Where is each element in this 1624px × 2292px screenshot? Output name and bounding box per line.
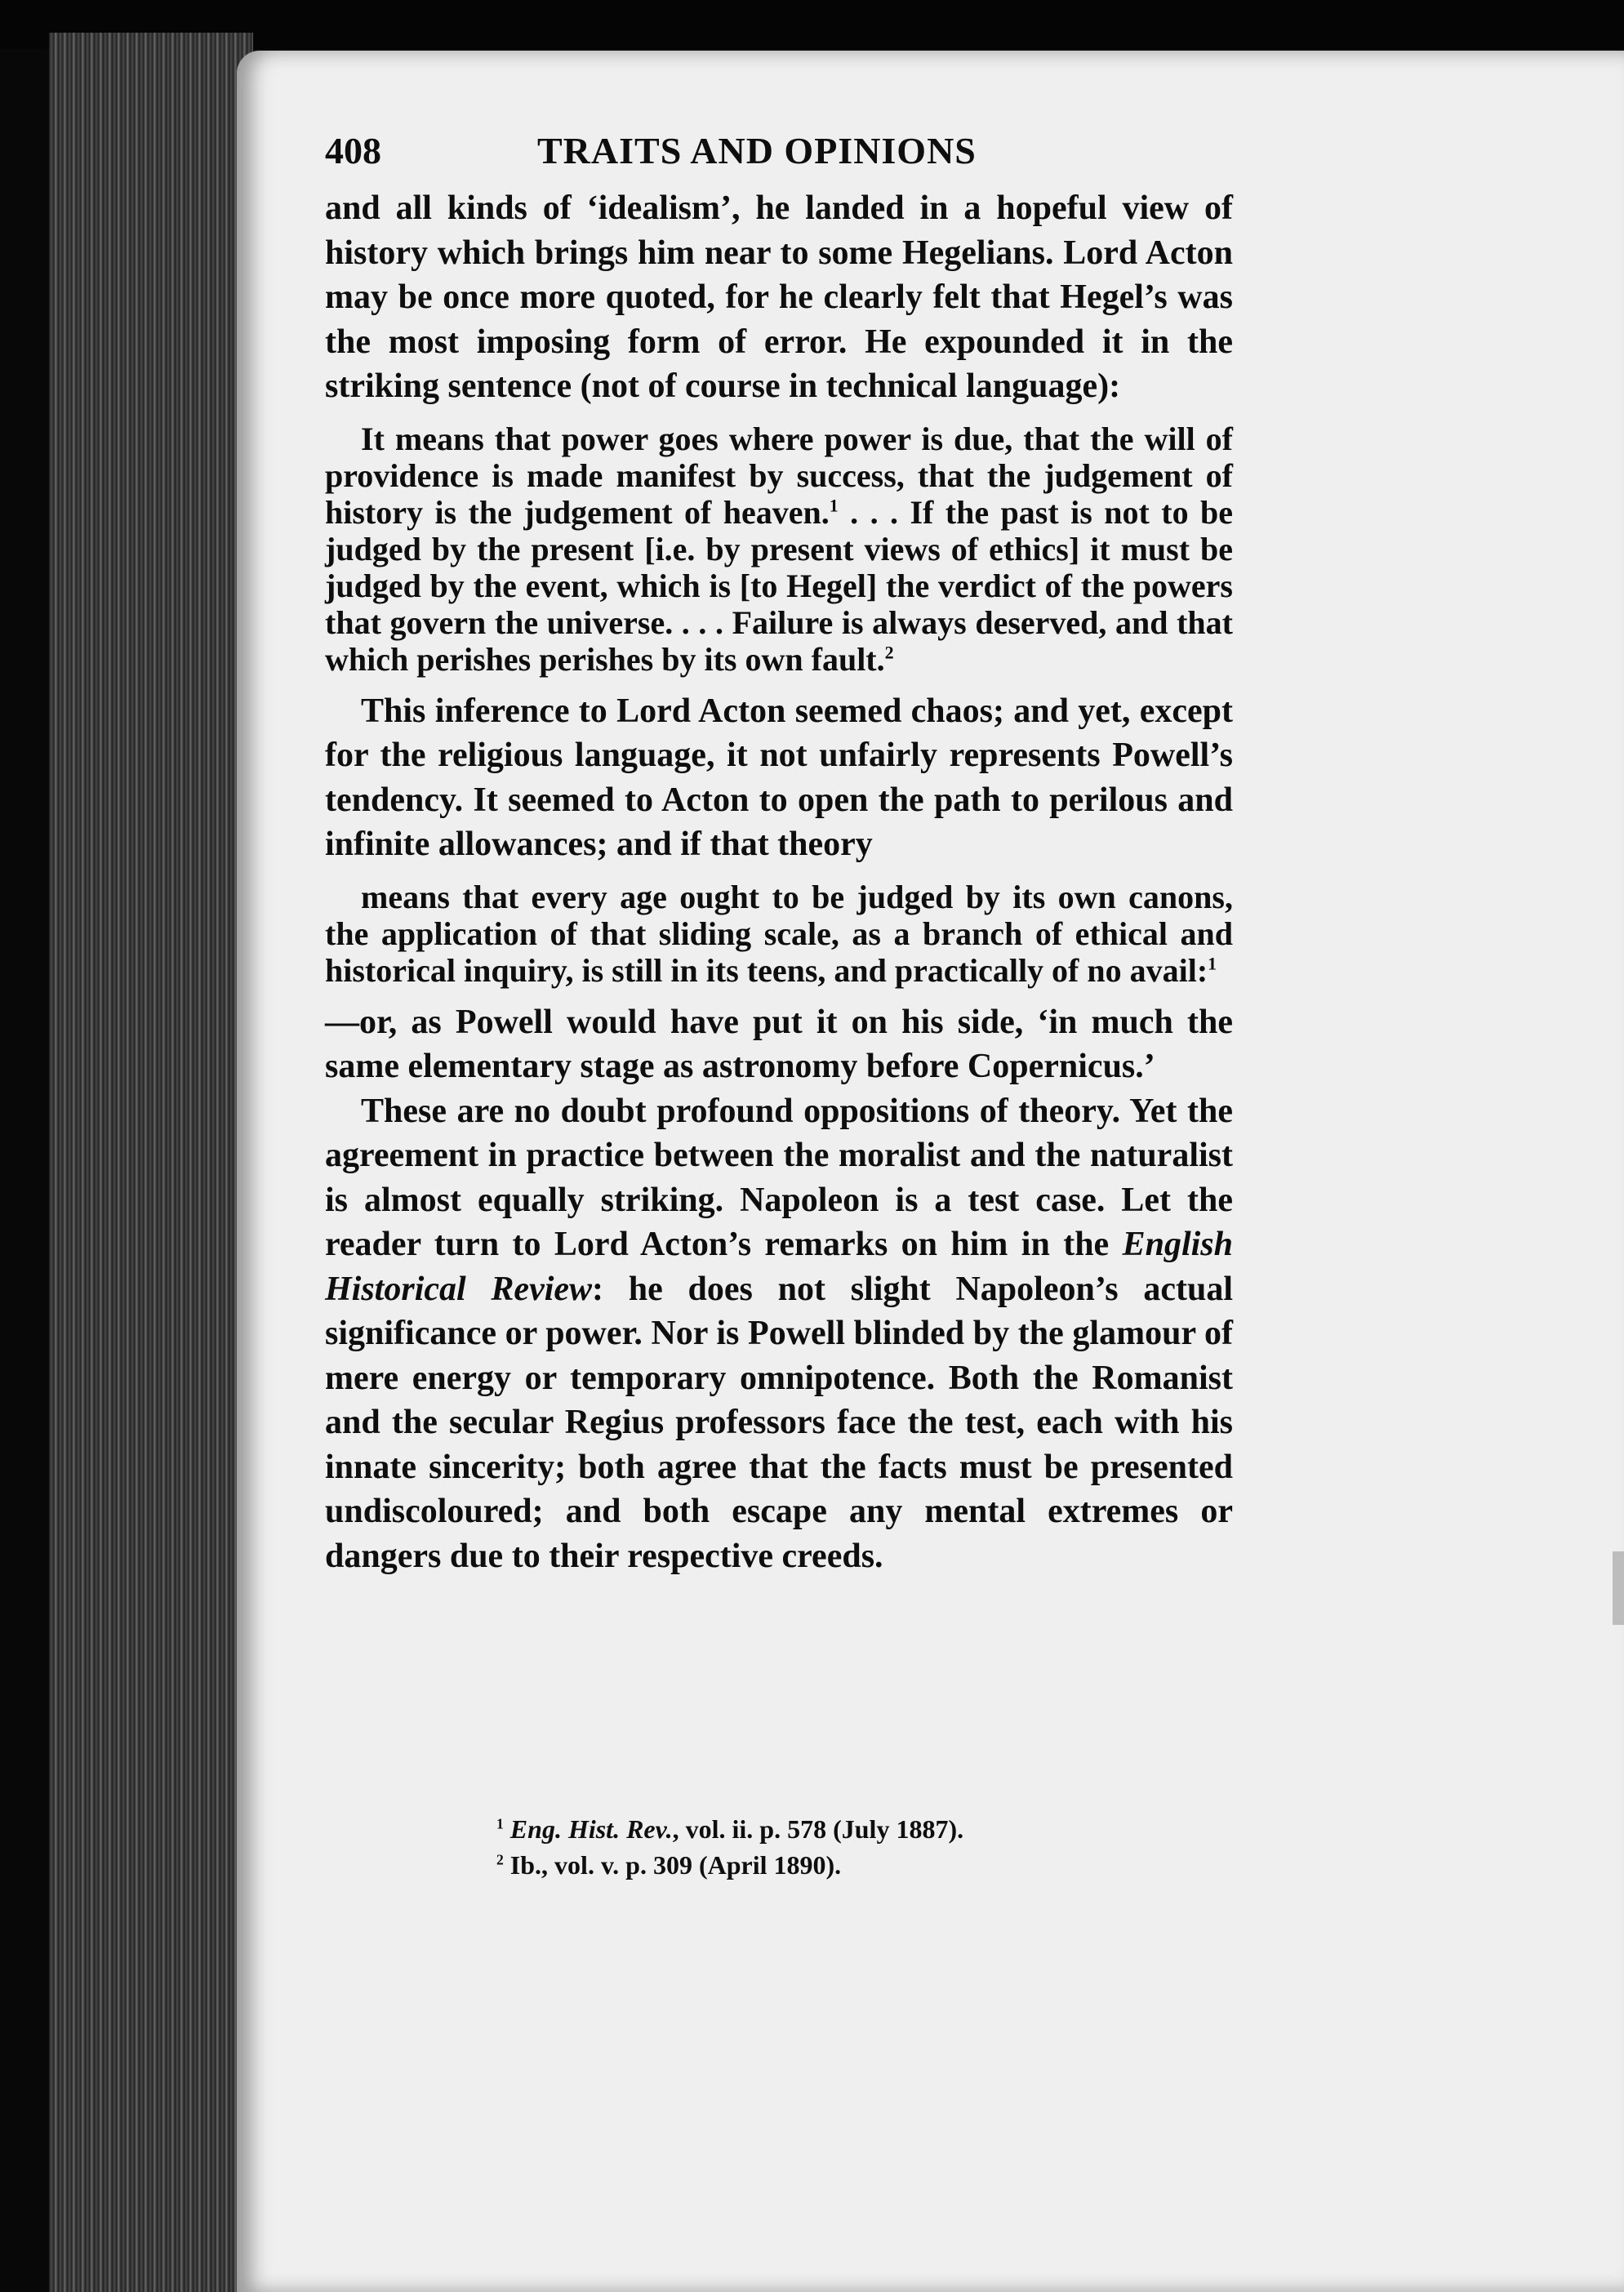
paragraph bbox=[325, 1089, 1233, 1579]
footnote-mark: 2 bbox=[496, 1851, 504, 1868]
paragraph bbox=[325, 689, 1233, 867]
footnote bbox=[496, 1811, 1233, 1847]
running-head bbox=[325, 129, 1233, 178]
block-quote bbox=[325, 879, 1233, 989]
book-page-edges bbox=[49, 33, 253, 2292]
journal-title: English Historical Review bbox=[325, 1226, 1233, 1308]
footnotes bbox=[325, 1811, 1233, 1883]
paragraph-text: and all kinds of ‘idealism’, he landed in a hopeful view of history which brings him near to some Hegelians. Lord Acton may be once more quoted, for he clearly felt that Hegel’s was the most imposing form of error. He expounded it in the striking sentence (not of course in technical language): bbox=[325, 189, 1233, 405]
body-text bbox=[325, 186, 1233, 1578]
footnote-ref: 1 bbox=[1208, 953, 1217, 974]
running-title: TRAITS AND OPINIONS bbox=[537, 130, 977, 171]
facing-page-sliver bbox=[1613, 1551, 1624, 1625]
quote-text: . . . If the past is not to be judged by the present [i.e. by present views of ethics] it must be judged by the event, which is [to Hegel] the verdict of the powers that govern the universe. . . . Failure is always deserved, and that which perishes perishes by its own fault. bbox=[325, 493, 1233, 678]
paragraph bbox=[325, 1000, 1233, 1089]
block-quote bbox=[325, 421, 1233, 678]
footnote-text: Ib., vol. v. p. 309 (April 1890). bbox=[509, 1850, 842, 1880]
paragraph-text: —or, as Powell would have put it on his side, ‘in much the same elementary stage as astronomy before Copernicus.’ bbox=[325, 1003, 1233, 1085]
quote-text: It means that power goes where power is due, that the will of providence is made manifest by success, that the judgement of history is the judgement of heaven. bbox=[325, 420, 1233, 531]
footnote-source: Eng. Hist. Rev. bbox=[509, 1814, 673, 1844]
footnote-mark: 1 bbox=[496, 1815, 504, 1832]
paragraph bbox=[325, 186, 1233, 409]
paragraph-text: : he does not slight Napoleon’s actual significance or power. Nor is Powell blinded by the glamour of mere energy or temporary omnipotence. Both the Romanist and the secular Regius professors face the test, each with his innate sincerity; both agree that the facts must be presented undiscoloured; and both escape any mental extremes or dangers due to their respective creeds. bbox=[325, 1270, 1233, 1575]
quote-text: means that every age ought to be judged by its own canons, the application of that sliding scale, as a branch of ethical and historical inquiry, is still in its teens, and practically of no avail: bbox=[325, 878, 1233, 989]
footnote-ref: 1 bbox=[829, 495, 839, 516]
paragraph-text: These are no doubt profound oppositions of theory. Yet the agreement in practice between the moralist and the naturalist is almost equally striking. Napoleon is a test case. Let the reader turn to Lord Acton’s remarks on him in the bbox=[325, 1092, 1233, 1263]
page-number: 408 bbox=[325, 130, 381, 171]
footnote-text: , vol. ii. p. 578 (July 1887). bbox=[672, 1814, 964, 1844]
paragraph-text: This inference to Lord Acton seemed chaos; and yet, except for the religious language, it not unfairly represents Powell’s tendency. It seemed to Acton to open the path to perilous and infinite allowances; and if that theory bbox=[325, 692, 1233, 863]
footnote-ref: 2 bbox=[884, 642, 894, 663]
footnote bbox=[496, 1847, 1233, 1883]
